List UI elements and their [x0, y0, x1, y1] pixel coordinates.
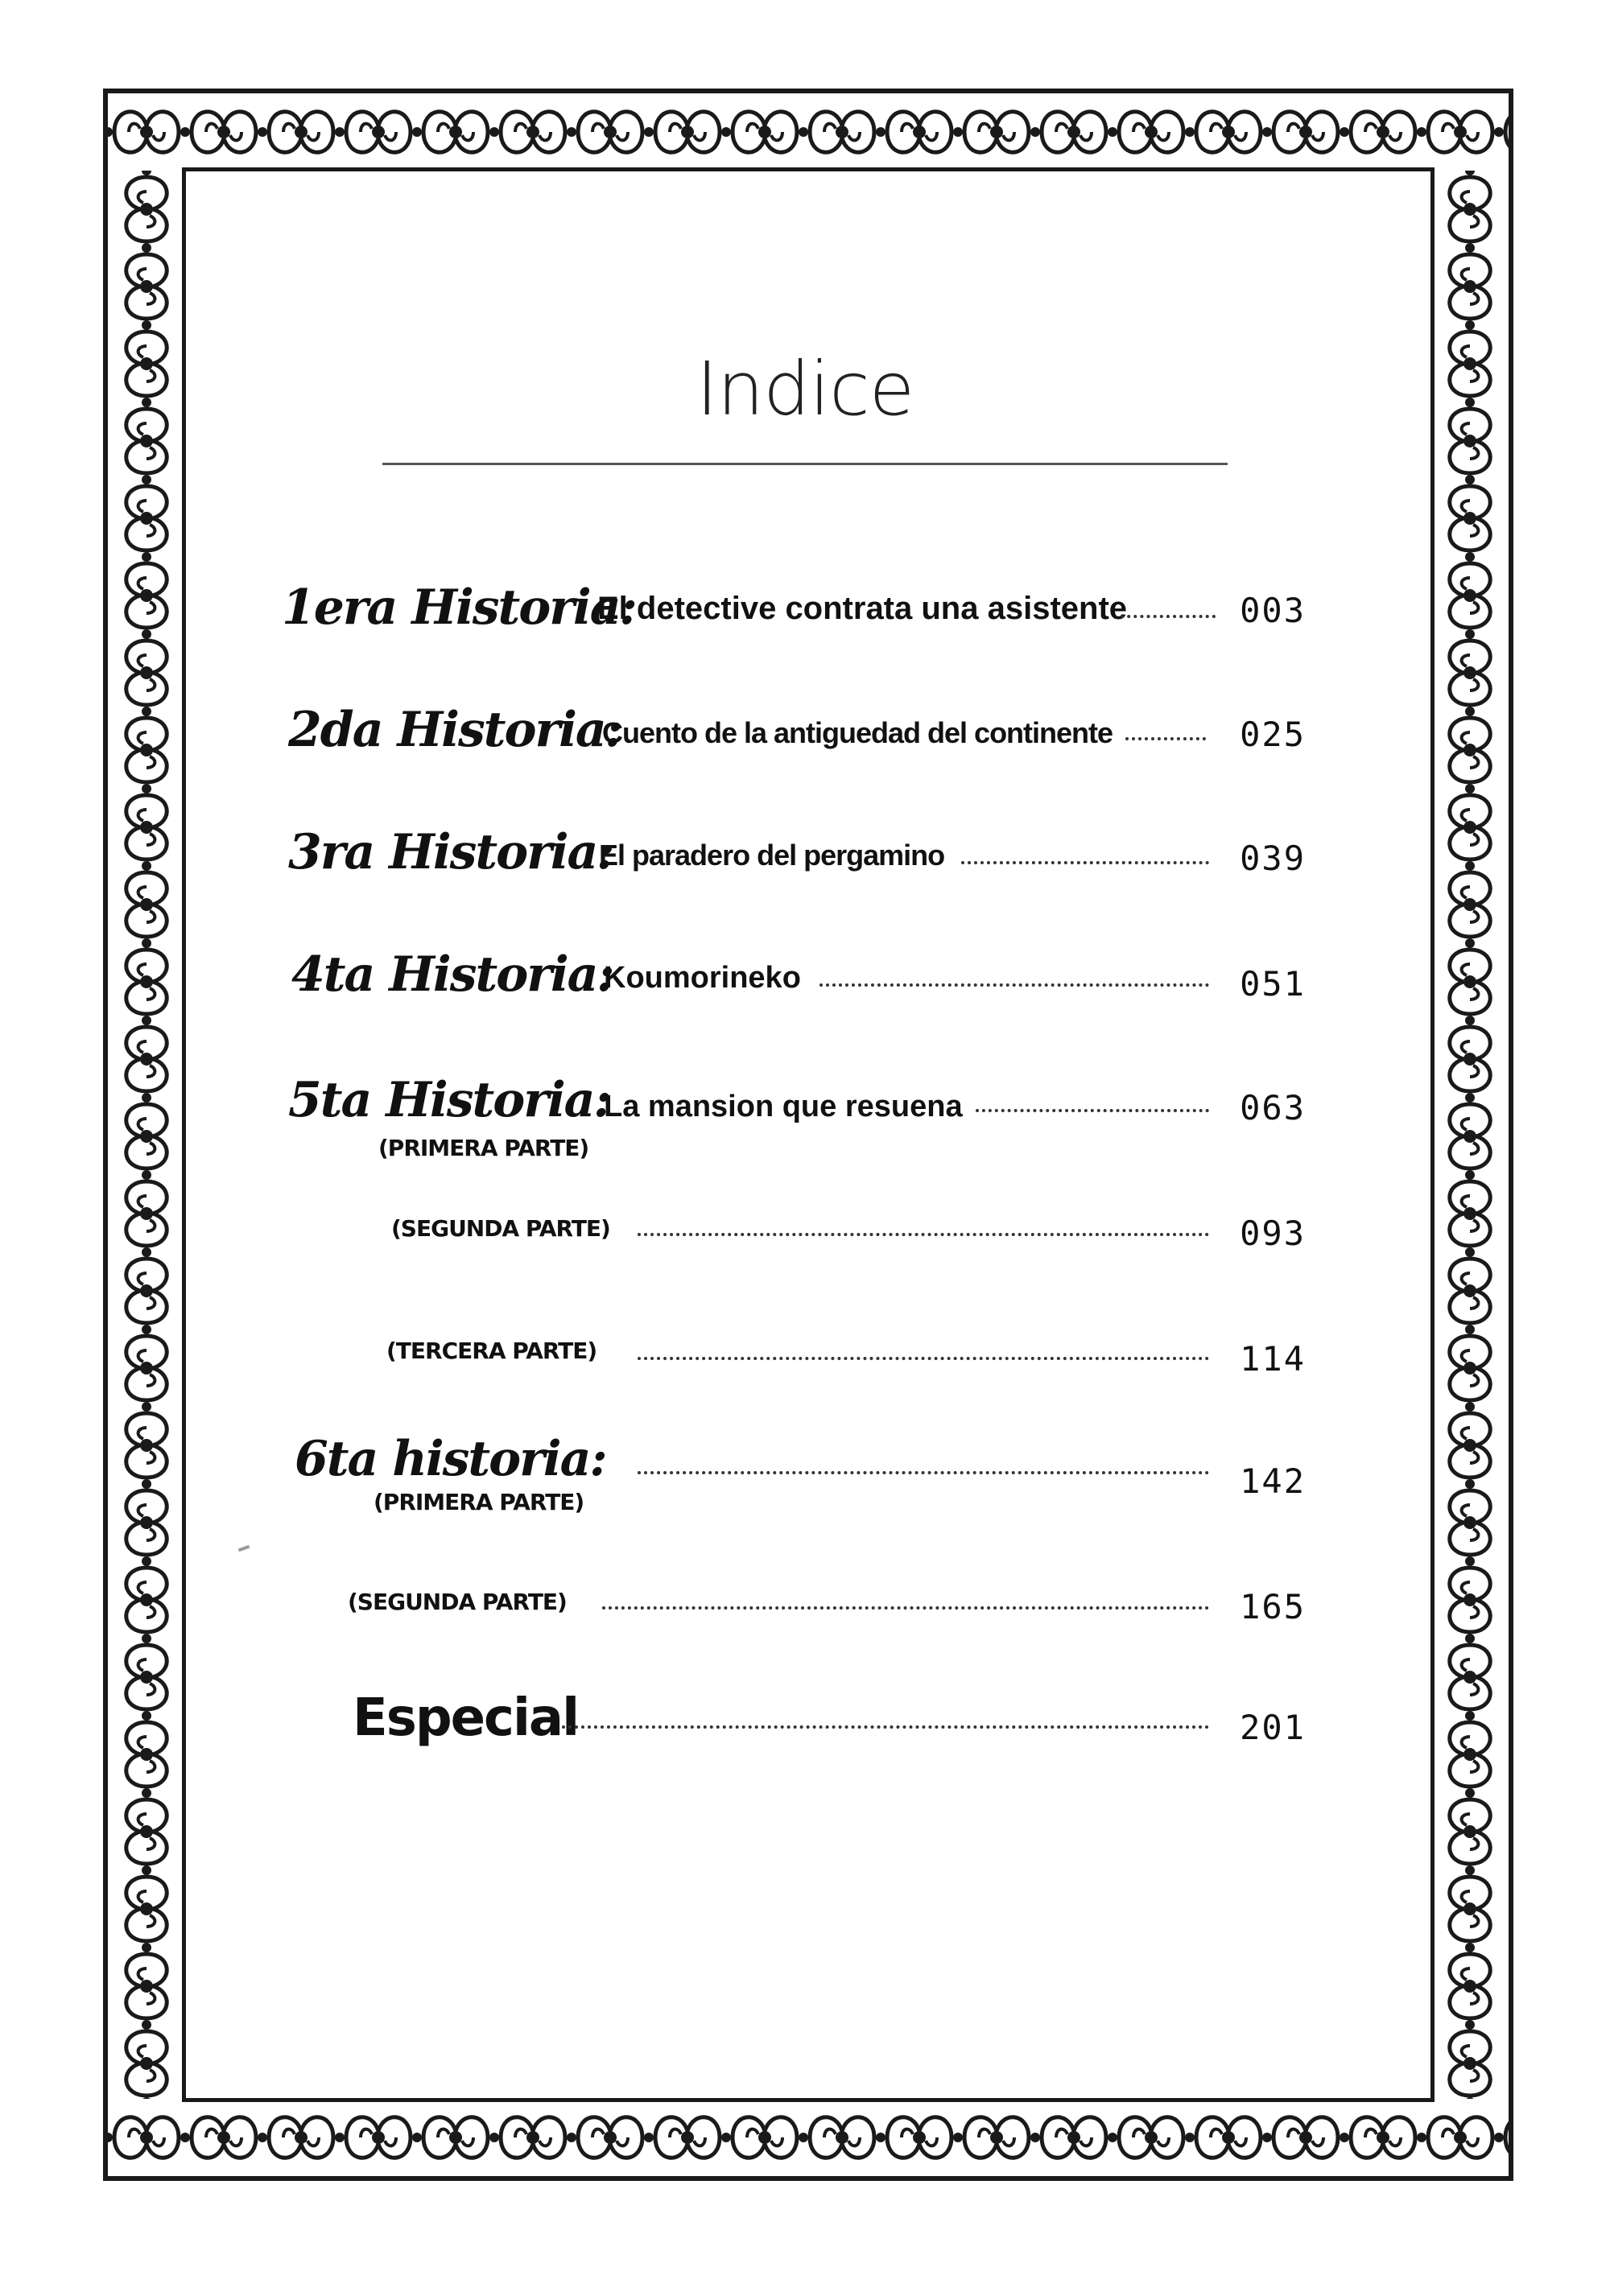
page-panel — [182, 167, 1435, 2102]
leader-dots — [961, 861, 1209, 864]
page-number: 201 — [1240, 1708, 1306, 1747]
leader-dots — [638, 1357, 1209, 1360]
page-number: 051 — [1240, 964, 1306, 1004]
leader-dots — [638, 1233, 1209, 1236]
story-label: 2da Historia: — [288, 702, 621, 758]
chapter-title: Koumorineko — [604, 961, 801, 995]
leader-dots — [562, 1725, 1209, 1729]
page-number: 114 — [1240, 1339, 1306, 1379]
leader-dots — [1125, 737, 1206, 740]
chapter-title: El paradero del pergamino — [599, 839, 945, 872]
story-label: 5ta Historia: — [288, 1072, 610, 1128]
title-underline — [382, 463, 1228, 465]
frame-ornament-bottom — [108, 2099, 1509, 2176]
page-title: Indice — [696, 346, 914, 432]
chapter-title: Cuento de la antiguedad del continente — [602, 716, 1113, 749]
page-number: 093 — [1240, 1214, 1306, 1253]
story-label: 6ta historia: — [295, 1431, 606, 1487]
leader-dots — [1121, 615, 1216, 618]
part-label: (TERCERA PARTE) — [386, 1338, 597, 1364]
story-label: 4ta Historia: — [291, 946, 613, 1003]
page-number: 025 — [1240, 715, 1306, 754]
leader-dots — [602, 1606, 1209, 1610]
story-label: 1era Historia: — [282, 579, 636, 636]
page-number: 063 — [1240, 1088, 1306, 1127]
chapter-title: La mansion que resuena — [604, 1090, 963, 1123]
part-label: (PRIMERA PARTE) — [378, 1135, 589, 1161]
part-label: (SEGUNDA PARTE) — [348, 1589, 567, 1615]
chapter-title: El detective contrata una asistente — [597, 591, 1128, 626]
frame-ornament-left — [108, 171, 185, 2099]
story-label: 3ra Historia: — [288, 824, 613, 880]
page-number: 003 — [1240, 591, 1306, 630]
frame-ornament-top — [108, 93, 1509, 171]
leader-dots — [819, 983, 1209, 987]
frame-ornament-right — [1431, 171, 1509, 2099]
page-number: 165 — [1240, 1587, 1306, 1626]
leader-dots — [638, 1471, 1209, 1474]
part-label: (PRIMERA PARTE) — [374, 1489, 584, 1515]
story-label: Especial — [353, 1688, 579, 1748]
leader-dots — [976, 1109, 1209, 1112]
page-number: 039 — [1240, 839, 1306, 878]
page-number: 142 — [1240, 1461, 1306, 1501]
part-label: (SEGUNDA PARTE) — [391, 1215, 610, 1242]
